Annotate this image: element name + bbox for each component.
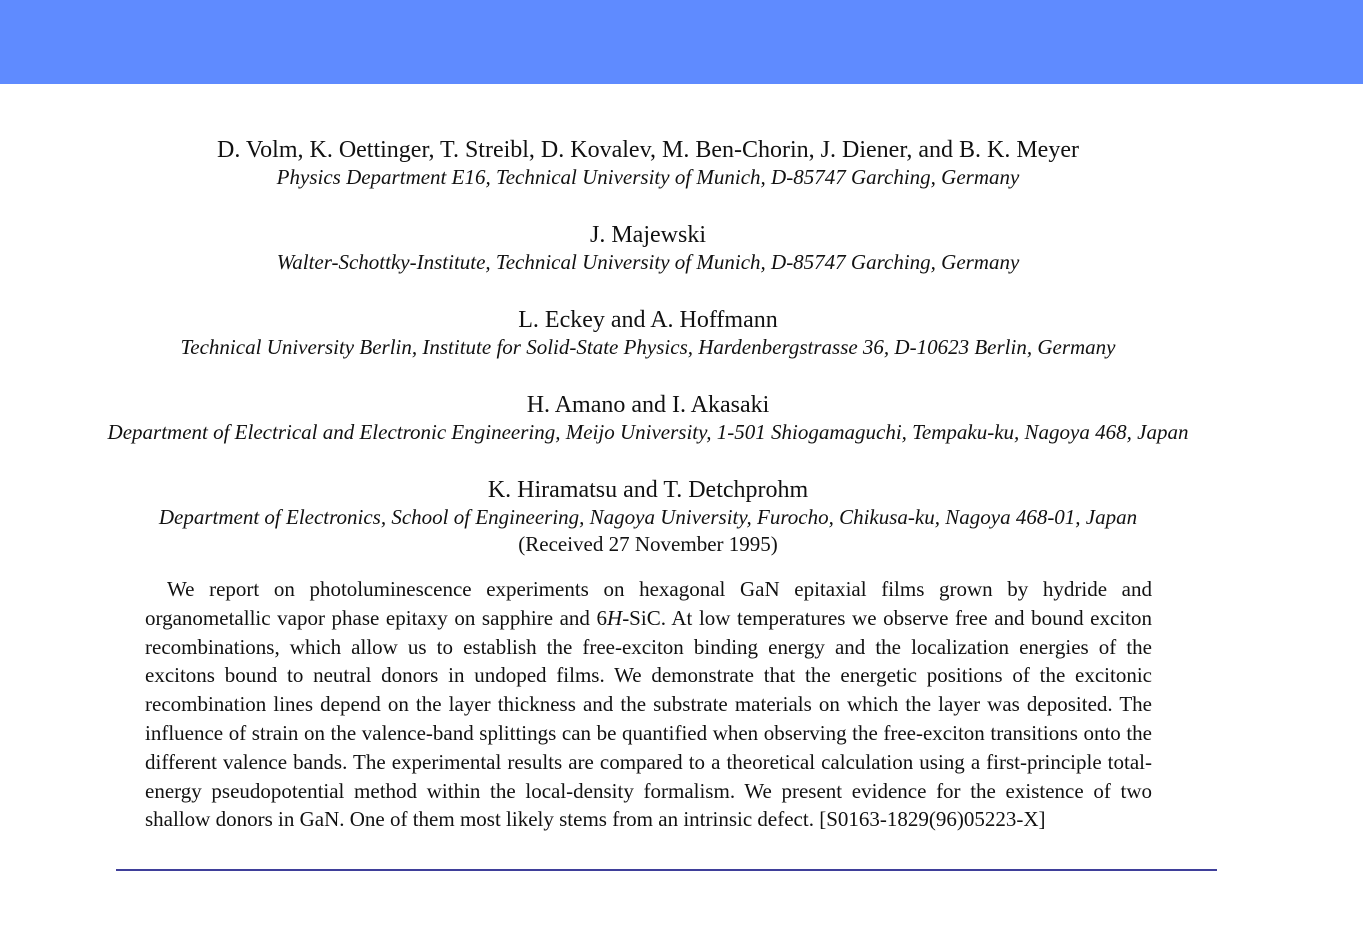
received-date: (Received 27 November 1995) (518, 532, 778, 556)
author-affiliation: Walter-Schottky-Institute, Technical University of Munich, D-85747 Garching, Germany (276, 250, 1020, 274)
author-group-4 (0, 391, 1296, 445)
author-names: J. Majewski (590, 222, 706, 248)
top-banner (0, 0, 1363, 84)
author-names: H. Amano and I. Akasaki (526, 392, 770, 418)
author-affiliation: Physics Department E16, Technical University of Munich, D-85747 Garching, Germany (276, 165, 1020, 189)
abstract (145, 575, 1152, 834)
abstract-italic-h: H (607, 605, 623, 630)
author-affiliation: Department of Electrical and Electronic Engineering, Meijo University, 1-501 Shiogamaguchi, Tempaku-ku, Nagoya 468, Japan (107, 420, 1189, 444)
abstract-text-part-2: -SiC. At low temperatures we observe free and bound exciton recombinations, which allow us to establish the free-exciton binding energy and the localization energies of the excitons bound to neutral donors in undoped films. We demonstrate that the energetic positions of the excitonic recombination lines depend on the layer thickness and the substrate materials on which the layer was deposited. The influence of strain on the valence-band splittings can be quantified when observing the free-exciton transitions onto the different valence bands. The experimental results are compared to a theoretical calculation using a first-principle total-energy pseudopotential method within the local-density formalism. We present evidence for the existence of two shallow donors in GaN. One of them most likely stems from an intrinsic defect. [S0163-1829(96)05223-X] (145, 605, 1152, 832)
author-group-3 (0, 306, 1296, 360)
author-names: K. Hiramatsu and T. Detchprohm (487, 477, 809, 503)
author-group-5 (0, 476, 1296, 530)
abstract-bottom-rule (116, 869, 1217, 871)
author-affiliation: Technical University Berlin, Institute for Solid-State Physics, Hardenbergstrasse 36, D-10623 Berlin, Germany (180, 335, 1116, 359)
author-names: L. Eckey and A. Hoffmann (518, 307, 778, 333)
author-group-2 (0, 221, 1296, 275)
author-affiliation: Department of Electronics, School of Engineering, Nagoya University, Furocho, Chikusa-ku, Nagoya 468-01, Japan (158, 505, 1138, 529)
abstract-text-part-1: We report on photoluminescence experiments on hexagonal GaN epitaxial films grown by hydride and organometallic vapor phase epitaxy on sapphire and 6 (145, 577, 1152, 630)
author-names: D. Volm, K. Oettinger, T. Streibl, D. Kovalev, M. Ben-Chorin, J. Diener, and B. K. Meyer (217, 137, 1079, 163)
author-group-1 (0, 136, 1296, 190)
